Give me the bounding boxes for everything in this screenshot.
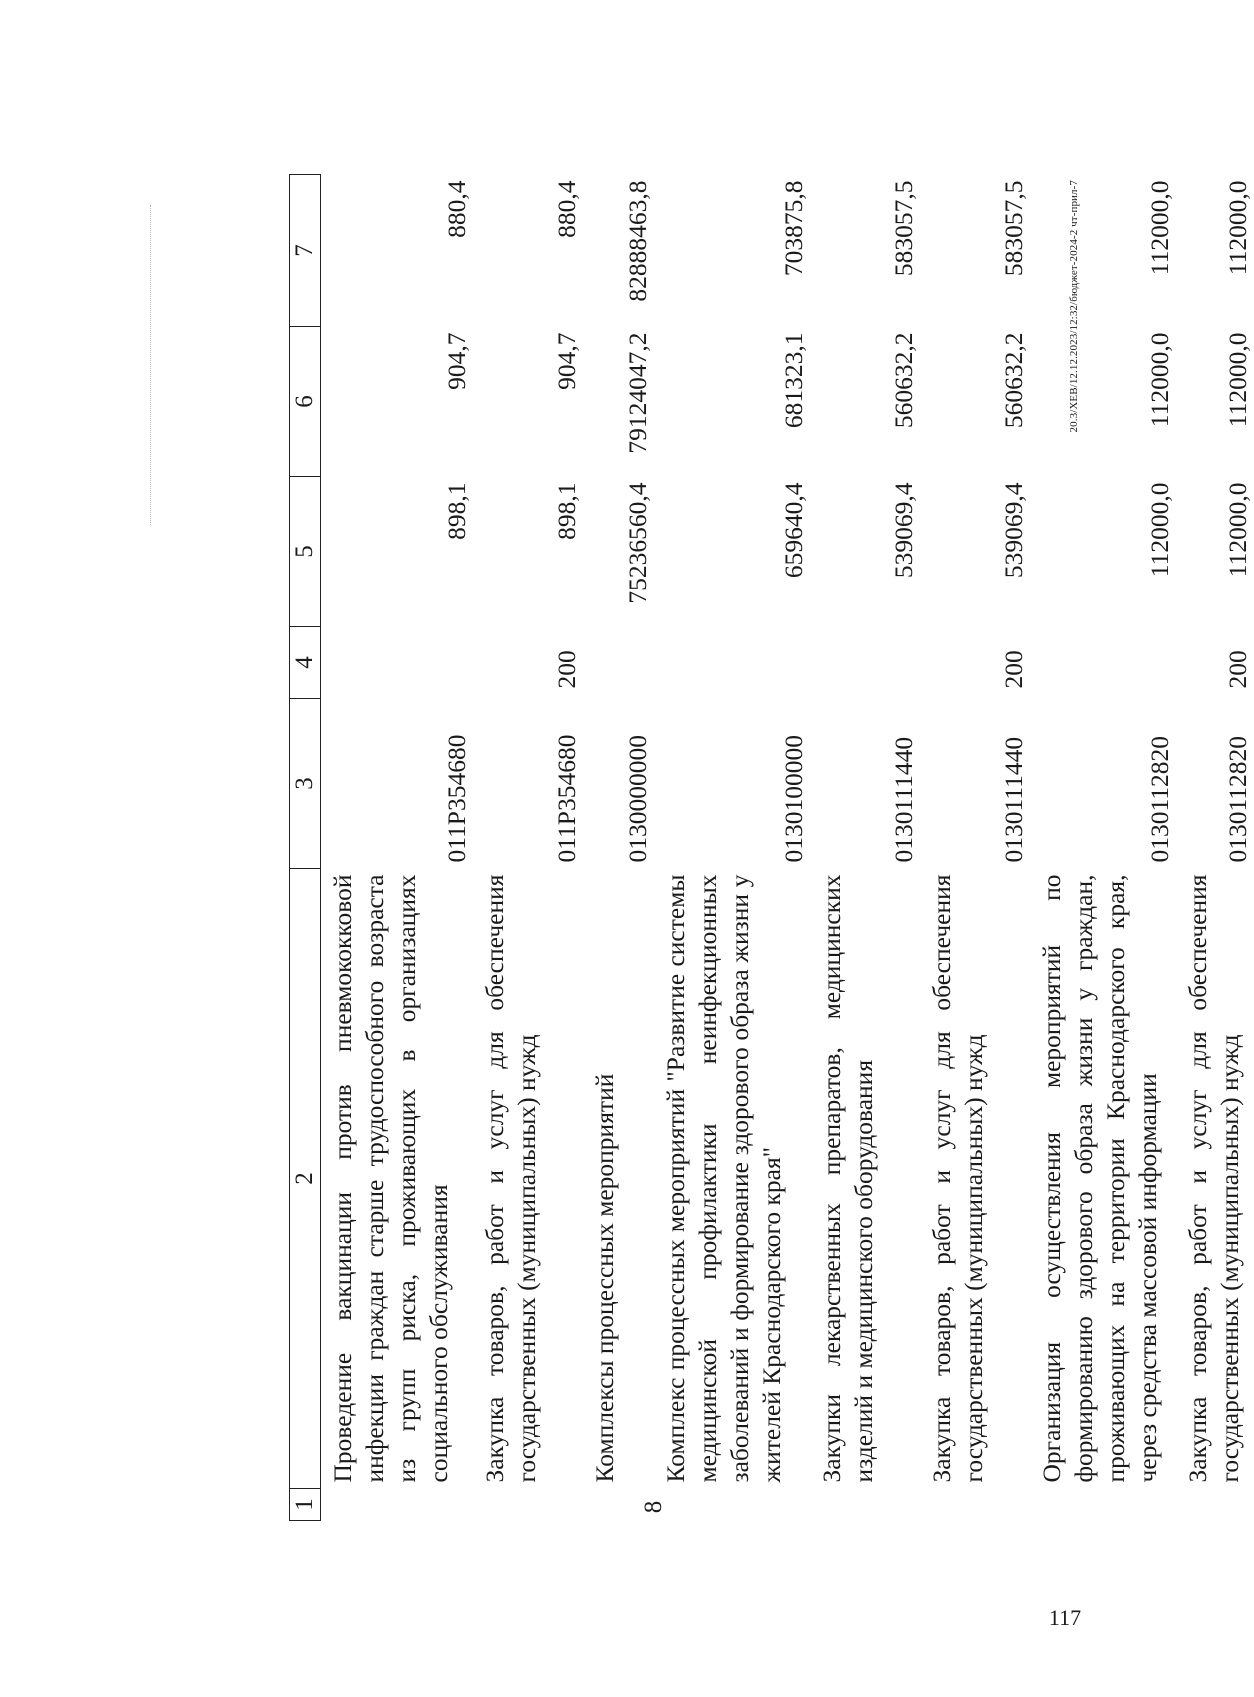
header-col-3: 3 [290, 699, 321, 869]
cell-code: 0130100000 [779, 735, 808, 863]
cell-empty [1030, 1489, 1176, 1521]
cell-empty [473, 1489, 583, 1521]
table-row [654, 175, 810, 1521]
header-col-6: 6 [290, 327, 321, 477]
table-row [1030, 175, 1176, 1521]
table-row [1176, 175, 1254, 1521]
cell-empty [810, 1489, 920, 1521]
table-row [920, 175, 1030, 1521]
cell-value-7: 583057,5 [889, 180, 918, 277]
cell-description: Комплексы процессных мероприятий [590, 1073, 619, 1483]
table-row [583, 175, 654, 1521]
header-col-2: 2 [290, 869, 321, 1489]
cell-value-5: 898,1 [442, 482, 471, 540]
header-col-7: 7 [290, 175, 321, 327]
cell-empty [654, 1489, 810, 1521]
page-number: 8 [640, 1500, 667, 1514]
cell-empty [920, 1489, 1030, 1521]
cell-value-7: 880,4 [442, 180, 471, 238]
cell-expense-type: 200 [552, 650, 581, 689]
header-col-4: 4 [290, 627, 321, 699]
cell-expense-type [1030, 627, 1176, 699]
cell-code: 0130112820 [1223, 735, 1252, 863]
cell-description: Организация осуществления мероприятий по формированию здорового образа жизни у граждан, проживающих на территории Краснодарского края, через средства массовой информации [1037, 874, 1162, 1483]
cell-value-5: 112000,0 [1223, 482, 1252, 578]
cell-expense-type [321, 627, 474, 699]
cell-value-6: 112000,0 [1145, 332, 1174, 428]
scan-margin-mark [150, 205, 152, 525]
cell-value-7: 880,4 [552, 180, 581, 238]
cell-empty [321, 1489, 474, 1521]
cell-value-5: 539069,4 [889, 482, 918, 579]
table-header-row [290, 175, 321, 1521]
cell-value-6: 681323,1 [779, 332, 808, 429]
cell-value-6: 79124047,2 [623, 332, 652, 454]
cell-expense-type [810, 627, 920, 699]
cell-code: 0130000000 [623, 735, 652, 863]
header-col-1: 1 [290, 1489, 321, 1521]
cell-value-5: 112000,0 [1145, 482, 1174, 578]
cell-description: Закупка товаров, работ и услуг для обеспечения государственных (муниципальных) нужд [480, 874, 541, 1483]
cell-value-6: 904,7 [442, 332, 471, 390]
cell-value-5: 75236560,4 [623, 482, 652, 604]
cell-value-6: 560632,2 [889, 332, 918, 429]
table-row [321, 175, 474, 1521]
cell-value-7: 112000,0 [1223, 180, 1252, 276]
cell-value-7: 583057,5 [999, 180, 1028, 277]
cell-expense-type: 200 [1223, 650, 1252, 689]
cell-value-5: 659640,4 [779, 482, 808, 579]
cell-expense-type [654, 627, 810, 699]
cell-description: Закупки лекарственных препаратов, медицинских изделий и медицинского оборудования [817, 874, 878, 1483]
cell-value-5: 898,1 [552, 482, 581, 540]
cell-description: Проведение вакцинации против пневмококковой инфекции граждан старше трудоспособного возраста из групп риска, проживающих в организациях социального обслуживания [328, 874, 453, 1483]
cell-empty [1176, 1489, 1254, 1521]
cell-value-7: 703875,8 [779, 180, 808, 277]
cell-code: 011P354680 [442, 734, 471, 863]
header-col-5: 5 [290, 477, 321, 627]
cell-value-7: 112000,0 [1145, 180, 1174, 276]
cell-expense-type: 200 [999, 650, 1028, 689]
cell-empty [583, 1489, 654, 1521]
table-row [810, 175, 920, 1521]
cell-value-6: 112000,0 [1223, 332, 1252, 428]
cell-value-7: 82888463,8 [623, 180, 652, 302]
cell-value-6: 904,7 [552, 332, 581, 390]
cell-description: Комплекс процессных мероприятий "Развитие системы медицинской профилактики неинфекционных заболеваний и формирование здорового образа жизни у жителей Краснодарского края" [661, 874, 786, 1483]
table-row [473, 175, 583, 1521]
cell-code: 0130112820 [1145, 735, 1174, 863]
cell-code: 011P354680 [552, 734, 581, 863]
cell-value-6: 560632,2 [999, 332, 1028, 429]
budget-table [289, 174, 1254, 1521]
rotated-page-content [200, 115, 1252, 1595]
cell-code: 0130111440 [999, 736, 1028, 863]
cell-description: Закупка товаров, работ и услуг для обеспечения государственных (муниципальных) нужд [1183, 874, 1244, 1483]
cell-expense-type [583, 627, 654, 699]
cell-code: 0130111440 [889, 736, 918, 863]
document-footer: 20.3/XEB/12.12.2023/12:32/бюджет-2024-2 чт-прил-7 [1068, 180, 1080, 433]
cell-description: Закупка товаров, работ и услуг для обеспечения государственных (муниципальных) нужд [927, 874, 988, 1483]
sheet-number: 117 [1048, 1605, 1082, 1630]
cell-value-5: 539069,4 [999, 482, 1028, 579]
